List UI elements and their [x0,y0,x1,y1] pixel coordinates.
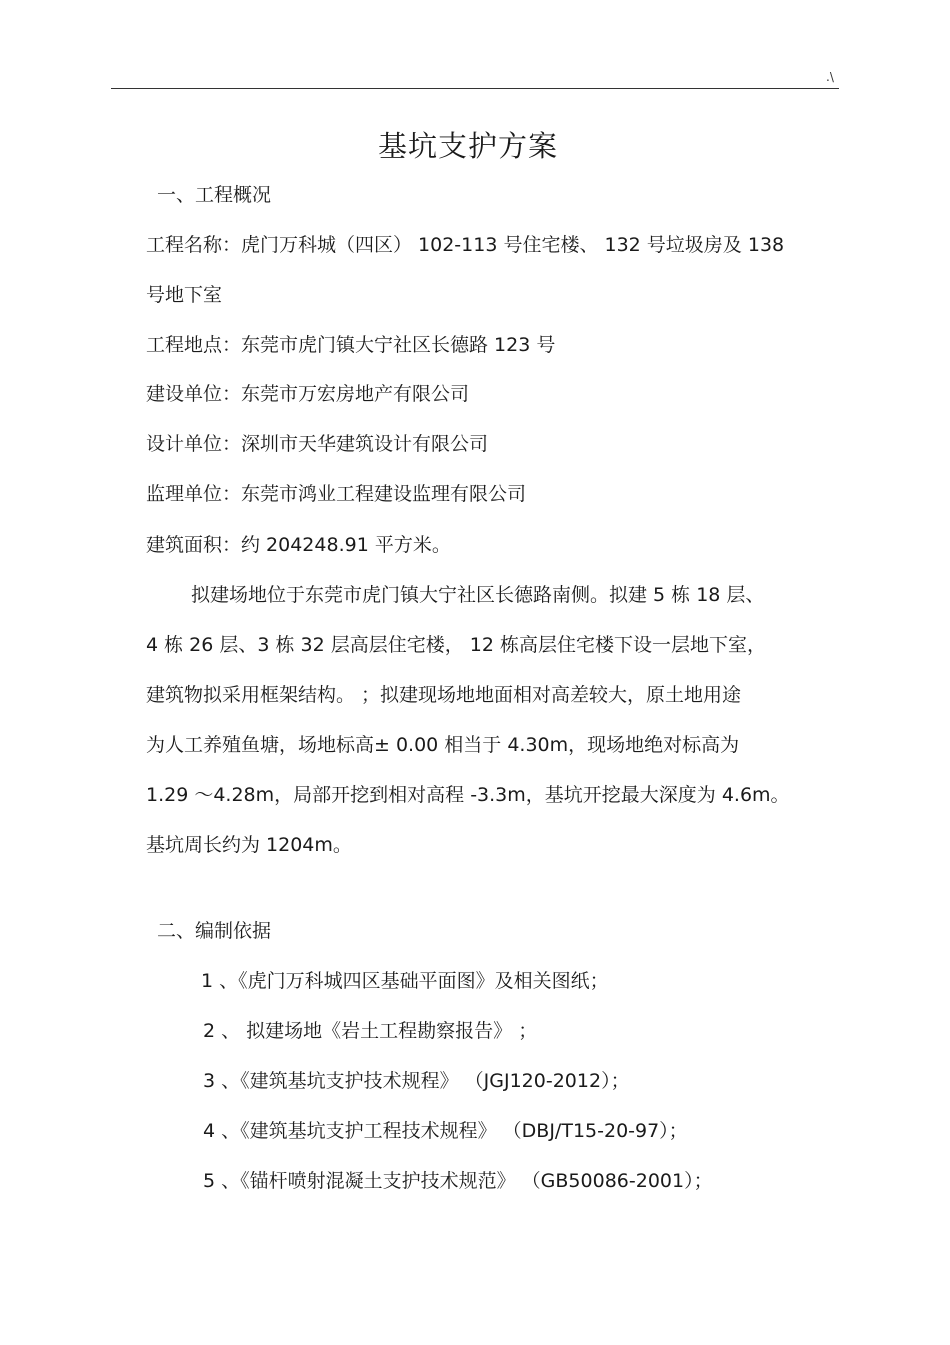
site-paragraph-line: 1.29 ～4.28m，局部开挖到相对高程 -3.3m，基坑开挖最大深度为 4.6m。 [146,784,790,806]
site-paragraph-line: 拟建场地位于东莞市虎门镇大宁社区长德路南侧。拟建 5 栋 18 层、 [191,584,765,606]
site-paragraph-line: 4 栋 26 层、3 栋 32 层高层住宅楼， 12 栋高层住宅楼下设一层地下室， [146,634,767,656]
site-paragraph-line: 为人工养殖鱼塘，场地标高± 0.00 相当于 4.30m，现场地绝对标高为 [146,734,740,756]
project-location-line: 工程地点：东莞市虎门镇大宁社区长德路 123 号 [146,334,556,356]
supervisor-line: 监理单位：东莞市鸿业工程建设监理有限公司 [146,483,527,505]
basis-item: 3 、《建筑基坑支护技术规程》 （JGJ120-2012）； [203,1070,630,1092]
building-area-line: 建筑面积：约 204248.91 平方米。 [146,534,451,556]
site-paragraph-line: 基坑周长约为 1204m。 [146,834,352,856]
basis-item: 2 、 拟建场地《岩土工程勘察报告》 ； [203,1020,538,1042]
project-name-line: 工程名称：虎门万科城（四区） 102-113 号住宅楼、 132 号垃圾房及 138 [146,234,785,256]
basis-item: 4 、《建筑基坑支护工程技术规程》 （DBJ/T15-20-97）； [203,1120,688,1142]
site-paragraph-line: 建筑物拟采用框架结构。 ；拟建现场地地面相对高差较大，原土地用途 [146,684,742,706]
header-mark: .\ [826,70,834,84]
basis-item: 1 、《虎门万科城四区基础平面图》及相关图纸； [201,970,609,992]
basis-item: 5 、《锚杆喷射混凝土支护技术规范》 （GB50086-2001）； [203,1170,713,1192]
developer-line: 建设单位：东莞市万宏房地产有限公司 [146,383,470,405]
project-name-line-cont: 号地下室 [146,284,223,306]
header-rule [111,88,839,89]
section-heading-overview: 一、工程概况 [157,184,272,206]
section-heading-basis: 二、编制依据 [157,920,272,942]
document-title: 基坑支护方案 [377,129,558,163]
designer-line: 设计单位：深圳市天华建筑设计有限公司 [146,433,489,455]
